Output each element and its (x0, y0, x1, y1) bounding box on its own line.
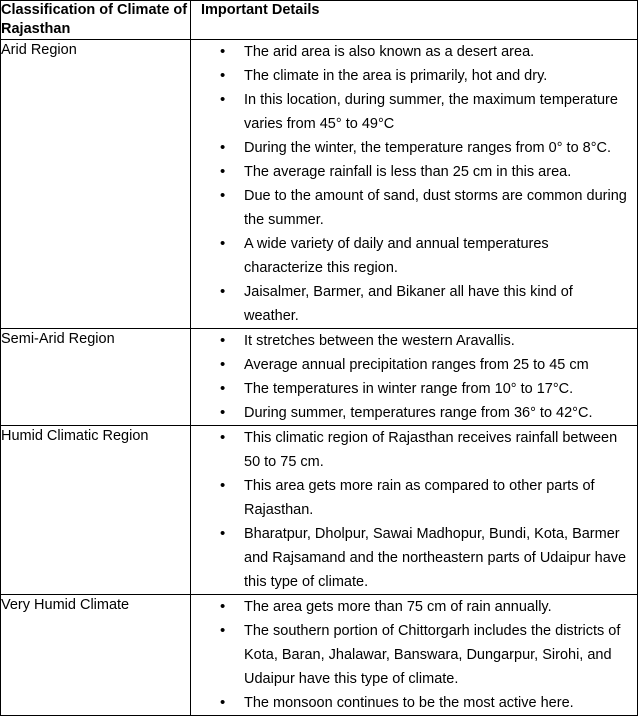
table-row (1, 595, 638, 716)
row-details-cell (191, 426, 638, 595)
row-details-cell (191, 595, 638, 716)
list-item: • This area gets more rain as compared to other parts of Rajasthan. (191, 474, 637, 522)
details-bullet-list (191, 595, 637, 715)
row-classification-label: Humid Climatic Region (1, 426, 191, 595)
details-bullet-list (191, 329, 637, 425)
list-item: • The monsoon continues to be the most active here. (191, 691, 637, 715)
details-bullet-list (191, 426, 637, 594)
list-item: • It stretches between the western Aravallis. (191, 329, 637, 353)
list-item: • The arid area is also known as a desert area. (191, 40, 637, 64)
list-item: • The southern portion of Chittorgarh includes the districts of Kota, Baran, Jhalawar, Banswara, Dungarpur, Sirohi, and Udaipur have this type of climate. (191, 619, 637, 691)
row-classification-label: Very Humid Climate (1, 595, 191, 716)
row-classification-label: Semi-Arid Region (1, 329, 191, 426)
list-item: • The average rainfall is less than 25 cm in this area. (191, 160, 637, 184)
table-header-row (1, 1, 638, 40)
list-item: • In this location, during summer, the maximum temperature varies from 45° to 49°C (191, 88, 637, 136)
list-item: • The area gets more than 75 cm of rain annually. (191, 595, 637, 619)
table-row (1, 40, 638, 329)
row-details-cell (191, 40, 638, 329)
list-item: • A wide variety of daily and annual temperatures characterize this region. (191, 232, 637, 280)
table-row (1, 329, 638, 426)
list-item: • The climate in the area is primarily, hot and dry. (191, 64, 637, 88)
list-item: • Average annual precipitation ranges from 25 to 45 cm (191, 353, 637, 377)
details-bullet-list (191, 40, 637, 328)
list-item: • This climatic region of Rajasthan receives rainfall between 50 to 75 cm. (191, 426, 637, 474)
list-item: • During summer, temperatures range from 36° to 42°C. (191, 401, 637, 425)
column-header-details: Important Details (191, 1, 638, 40)
list-item: • The temperatures in winter range from 10° to 17°C. (191, 377, 637, 401)
table-body (1, 40, 638, 716)
row-classification-label: Arid Region (1, 40, 191, 329)
list-item: • Due to the amount of sand, dust storms are common during the summer. (191, 184, 637, 232)
list-item: • Bharatpur, Dholpur, Sawai Madhopur, Bundi, Kota, Barmer and Rajsamand and the northeastern parts of Udaipur have this type of climate. (191, 522, 637, 594)
list-item: • During the winter, the temperature ranges from 0° to 8°C. (191, 136, 637, 160)
list-item: • Jaisalmer, Barmer, and Bikaner all have this kind of weather. (191, 280, 637, 328)
row-details-cell (191, 329, 638, 426)
column-header-classification: Classification of Climate of Rajasthan (1, 1, 191, 40)
table-header (1, 1, 638, 40)
table-row (1, 426, 638, 595)
